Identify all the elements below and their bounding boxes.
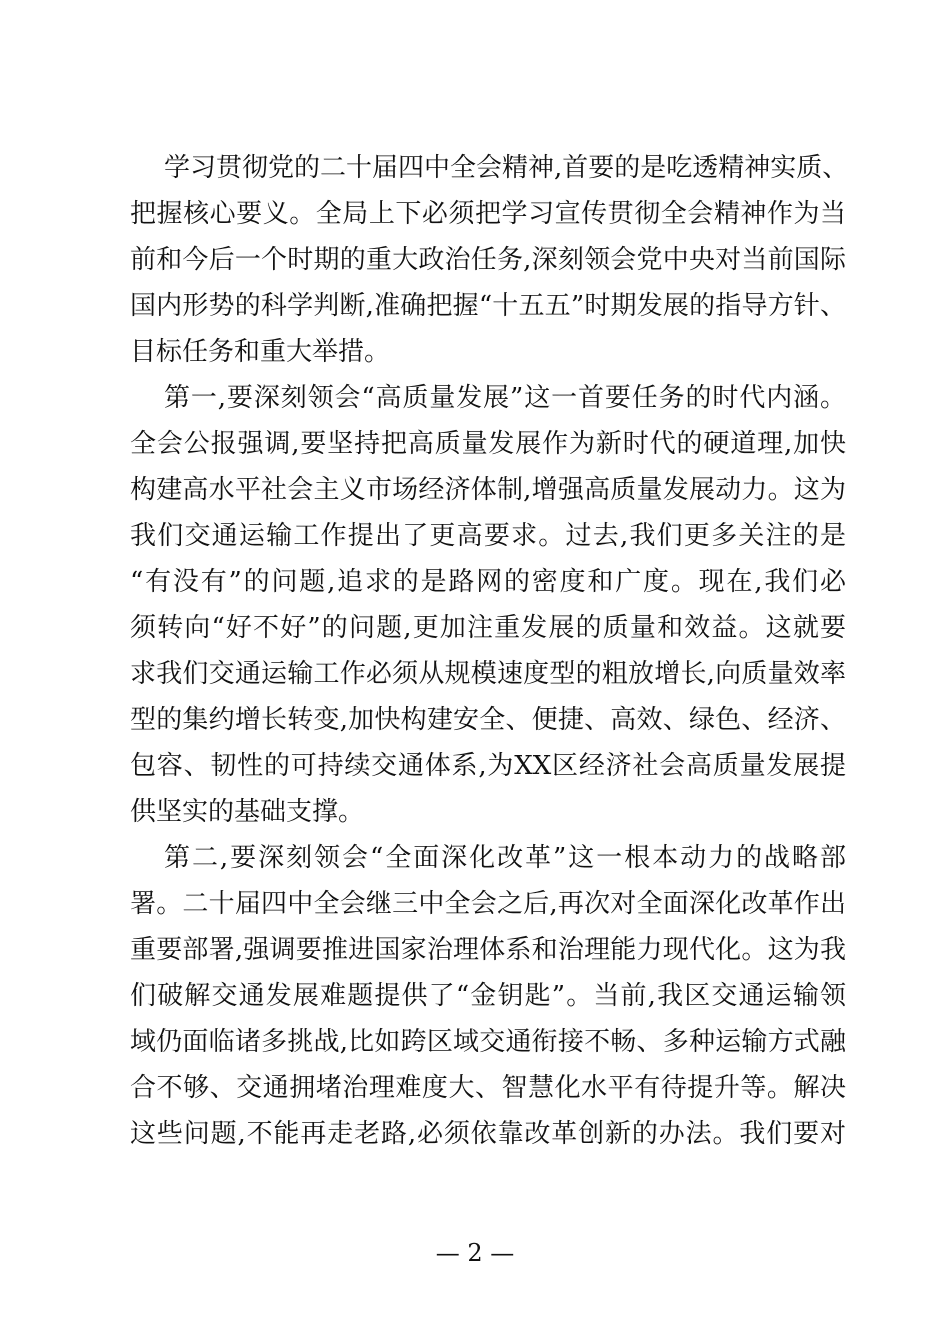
- text-line: 我们交通运输工作提出了更高要求。过去,我们更多关注的是: [130, 521, 846, 551]
- text-line: 国内形势的科学判断,准确把握“十五五”时期发展的指导方针、: [130, 291, 846, 321]
- text-line: 求我们交通运输工作必须从规模速度型的粗放增长,向质量效率: [130, 659, 846, 689]
- page-number: — 2 —: [435, 1239, 515, 1267]
- text-line: “有没有”的问题,追求的是路网的密度和广度。现在,我们必: [130, 567, 846, 597]
- text-line: 构建高水平社会主义市场经济体制,增强高质量发展动力。这为: [130, 475, 846, 505]
- paragraph: [130, 835, 846, 1157]
- text-line: 包容、韧性的可持续交通体系,为XX区经济社会高质量发展提: [130, 751, 846, 781]
- text-line: 第二,要深刻领会“全面深化改革”这一根本动力的战略部: [164, 843, 846, 873]
- text-line: 须转向“好不好”的问题,更加注重发展的质量和效益。这就要: [130, 613, 846, 643]
- text-line: 型的集约增长转变,加快构建安全、便捷、高效、绿色、经济、: [130, 705, 846, 735]
- text-line: 学习贯彻党的二十届四中全会精神,首要的是吃透精神实质、: [164, 153, 849, 183]
- text-line: 域仍面临诸多挑战,比如跨区域交通衔接不畅、多种运输方式融: [130, 1027, 846, 1057]
- document-body: [130, 145, 849, 1157]
- text-line: 合不够、交通拥堵治理难度大、智慧化水平有待提升等。解决: [130, 1073, 846, 1103]
- text-line: 全会公报强调,要坚持把高质量发展作为新时代的硬道理,加快: [130, 429, 846, 459]
- paragraph: [130, 375, 846, 835]
- text-line: 前和今后一个时期的重大政治任务,深刻领会党中央对当前国际: [130, 245, 846, 275]
- text-line: 这些问题,不能再走老路,必须依靠改革创新的办法。我们要对: [130, 1119, 846, 1149]
- text-line: 第一,要深刻领会“高质量发展”这一首要任务的时代内涵。: [164, 383, 846, 413]
- text-line: 目标任务和重大举措。: [130, 337, 391, 367]
- text-line: 们破解交通发展难题提供了“金钥匙”。当前,我区交通运输领: [130, 981, 846, 1011]
- paragraph: [130, 145, 849, 375]
- text-line: 供坚实的基础支撑。: [130, 797, 365, 827]
- text-line: 署。二十届四中全会继三中全会之后,再次对全面深化改革作出: [130, 889, 846, 919]
- text-line: 把握核心要义。全局上下必须把学习宣传贯彻全会精神作为当: [130, 199, 846, 229]
- text-line: 重要部署,强调要推进国家治理体系和治理能力现代化。这为我: [130, 935, 846, 965]
